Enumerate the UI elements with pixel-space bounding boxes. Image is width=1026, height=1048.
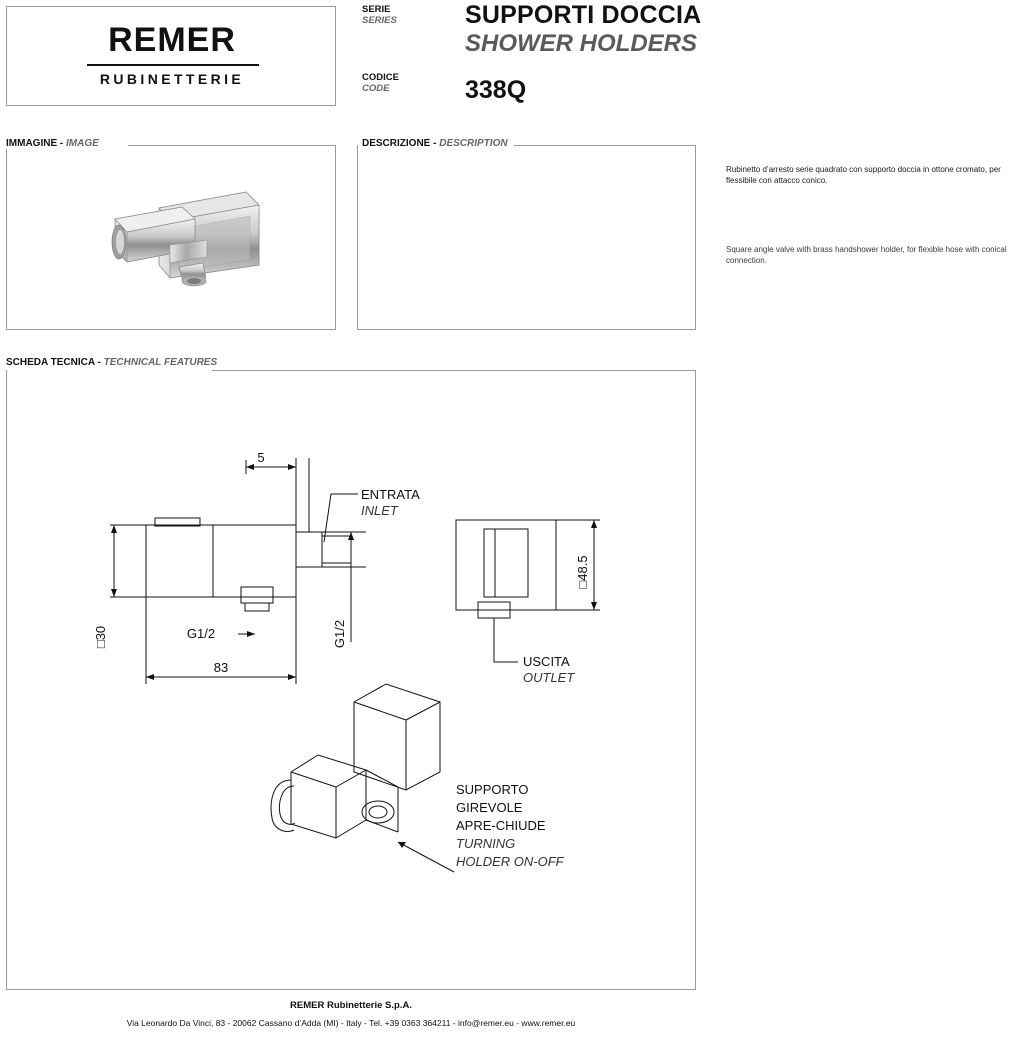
dim-front-square: □48.5	[575, 555, 590, 589]
callout-holder-it-2: GIREVOLE	[456, 800, 523, 815]
series-label	[362, 4, 397, 26]
product-code: 338Q	[465, 76, 527, 104]
image-section-title-it: IMMAGINE	[6, 138, 58, 149]
technical-section-title	[6, 357, 223, 368]
technical-section-title-en: TECHNICAL FEATURES	[103, 357, 218, 368]
dim-height-square: □30	[93, 625, 108, 649]
footer-company-name: REMER Rubinetterie S.p.A.	[290, 1000, 412, 1011]
page-title-it: SUPPORTI DOCCIA	[465, 1, 702, 29]
callout-outlet-en: OUTLET	[523, 670, 575, 685]
technical-section-title-dash: -	[97, 357, 101, 368]
logo-brand-text: REMER	[108, 21, 236, 59]
dim-thread-right: G1/2	[332, 619, 347, 649]
page-title-en: SHOWER HOLDERS	[465, 30, 698, 57]
callout-holder-it-1: SUPPORTO	[456, 782, 529, 797]
series-label-en: SERIES	[362, 15, 397, 26]
description-section-title-dash: -	[433, 138, 437, 149]
product-photo	[7, 145, 335, 328]
code-label-it: CODICE	[362, 72, 399, 83]
brand-logo	[6, 6, 336, 106]
code-label-en: CODE	[362, 83, 390, 94]
dim-length: 83	[213, 660, 229, 675]
description-section-title-it: DESCRIZIONE	[362, 138, 431, 149]
logo-subtitle-text: RUBINETTERIE	[99, 71, 245, 87]
callout-holder-en-1: TURNING	[456, 836, 516, 851]
footer-address: Via Leonardo Da Vinci, 83 - 20062 Cassano d’Adda (MI) - Italy - Tel. +39 0363 364211 - info@remer.eu - www.remer.eu	[126, 1018, 576, 1028]
callout-outlet-it: USCITA	[523, 654, 570, 669]
technical-drawing	[6, 372, 696, 987]
callout-inlet-en: INLET	[361, 503, 398, 518]
product-image-panel	[6, 145, 336, 330]
logo-divider	[87, 64, 259, 66]
technical-section-title-it: SCHEDA TECNICA	[6, 357, 95, 368]
image-section-title	[6, 138, 105, 149]
callout-holder-en-2: HOLDER ON-OFF	[456, 854, 564, 869]
callout-holder-it-3: APRE-CHIUDE	[456, 818, 546, 833]
description-text-en: Square angle valve with brass handshower holder, for flexible hose with conical connection.	[726, 245, 1007, 265]
description-section-title-en: DESCRIPTION	[439, 138, 508, 149]
page-footer	[0, 1000, 702, 1028]
code-label	[362, 72, 399, 94]
dim-top-small: 5	[257, 450, 265, 465]
callout-inlet-it: ENTRATA	[361, 487, 420, 502]
description-panel	[357, 145, 1007, 330]
page-header	[0, 0, 702, 112]
series-label-it: SERIE	[362, 4, 391, 15]
dim-thread-left: G1/2	[186, 626, 216, 641]
image-section-title-en: IMAGE	[66, 138, 99, 149]
description-section-title	[362, 138, 514, 149]
image-section-title-dash: -	[59, 138, 64, 149]
description-text-it: Rubinetto d’arresto serie quadrato con supporto doccia in ottone cromato, per flessibile con attacco conico.	[726, 165, 1001, 185]
